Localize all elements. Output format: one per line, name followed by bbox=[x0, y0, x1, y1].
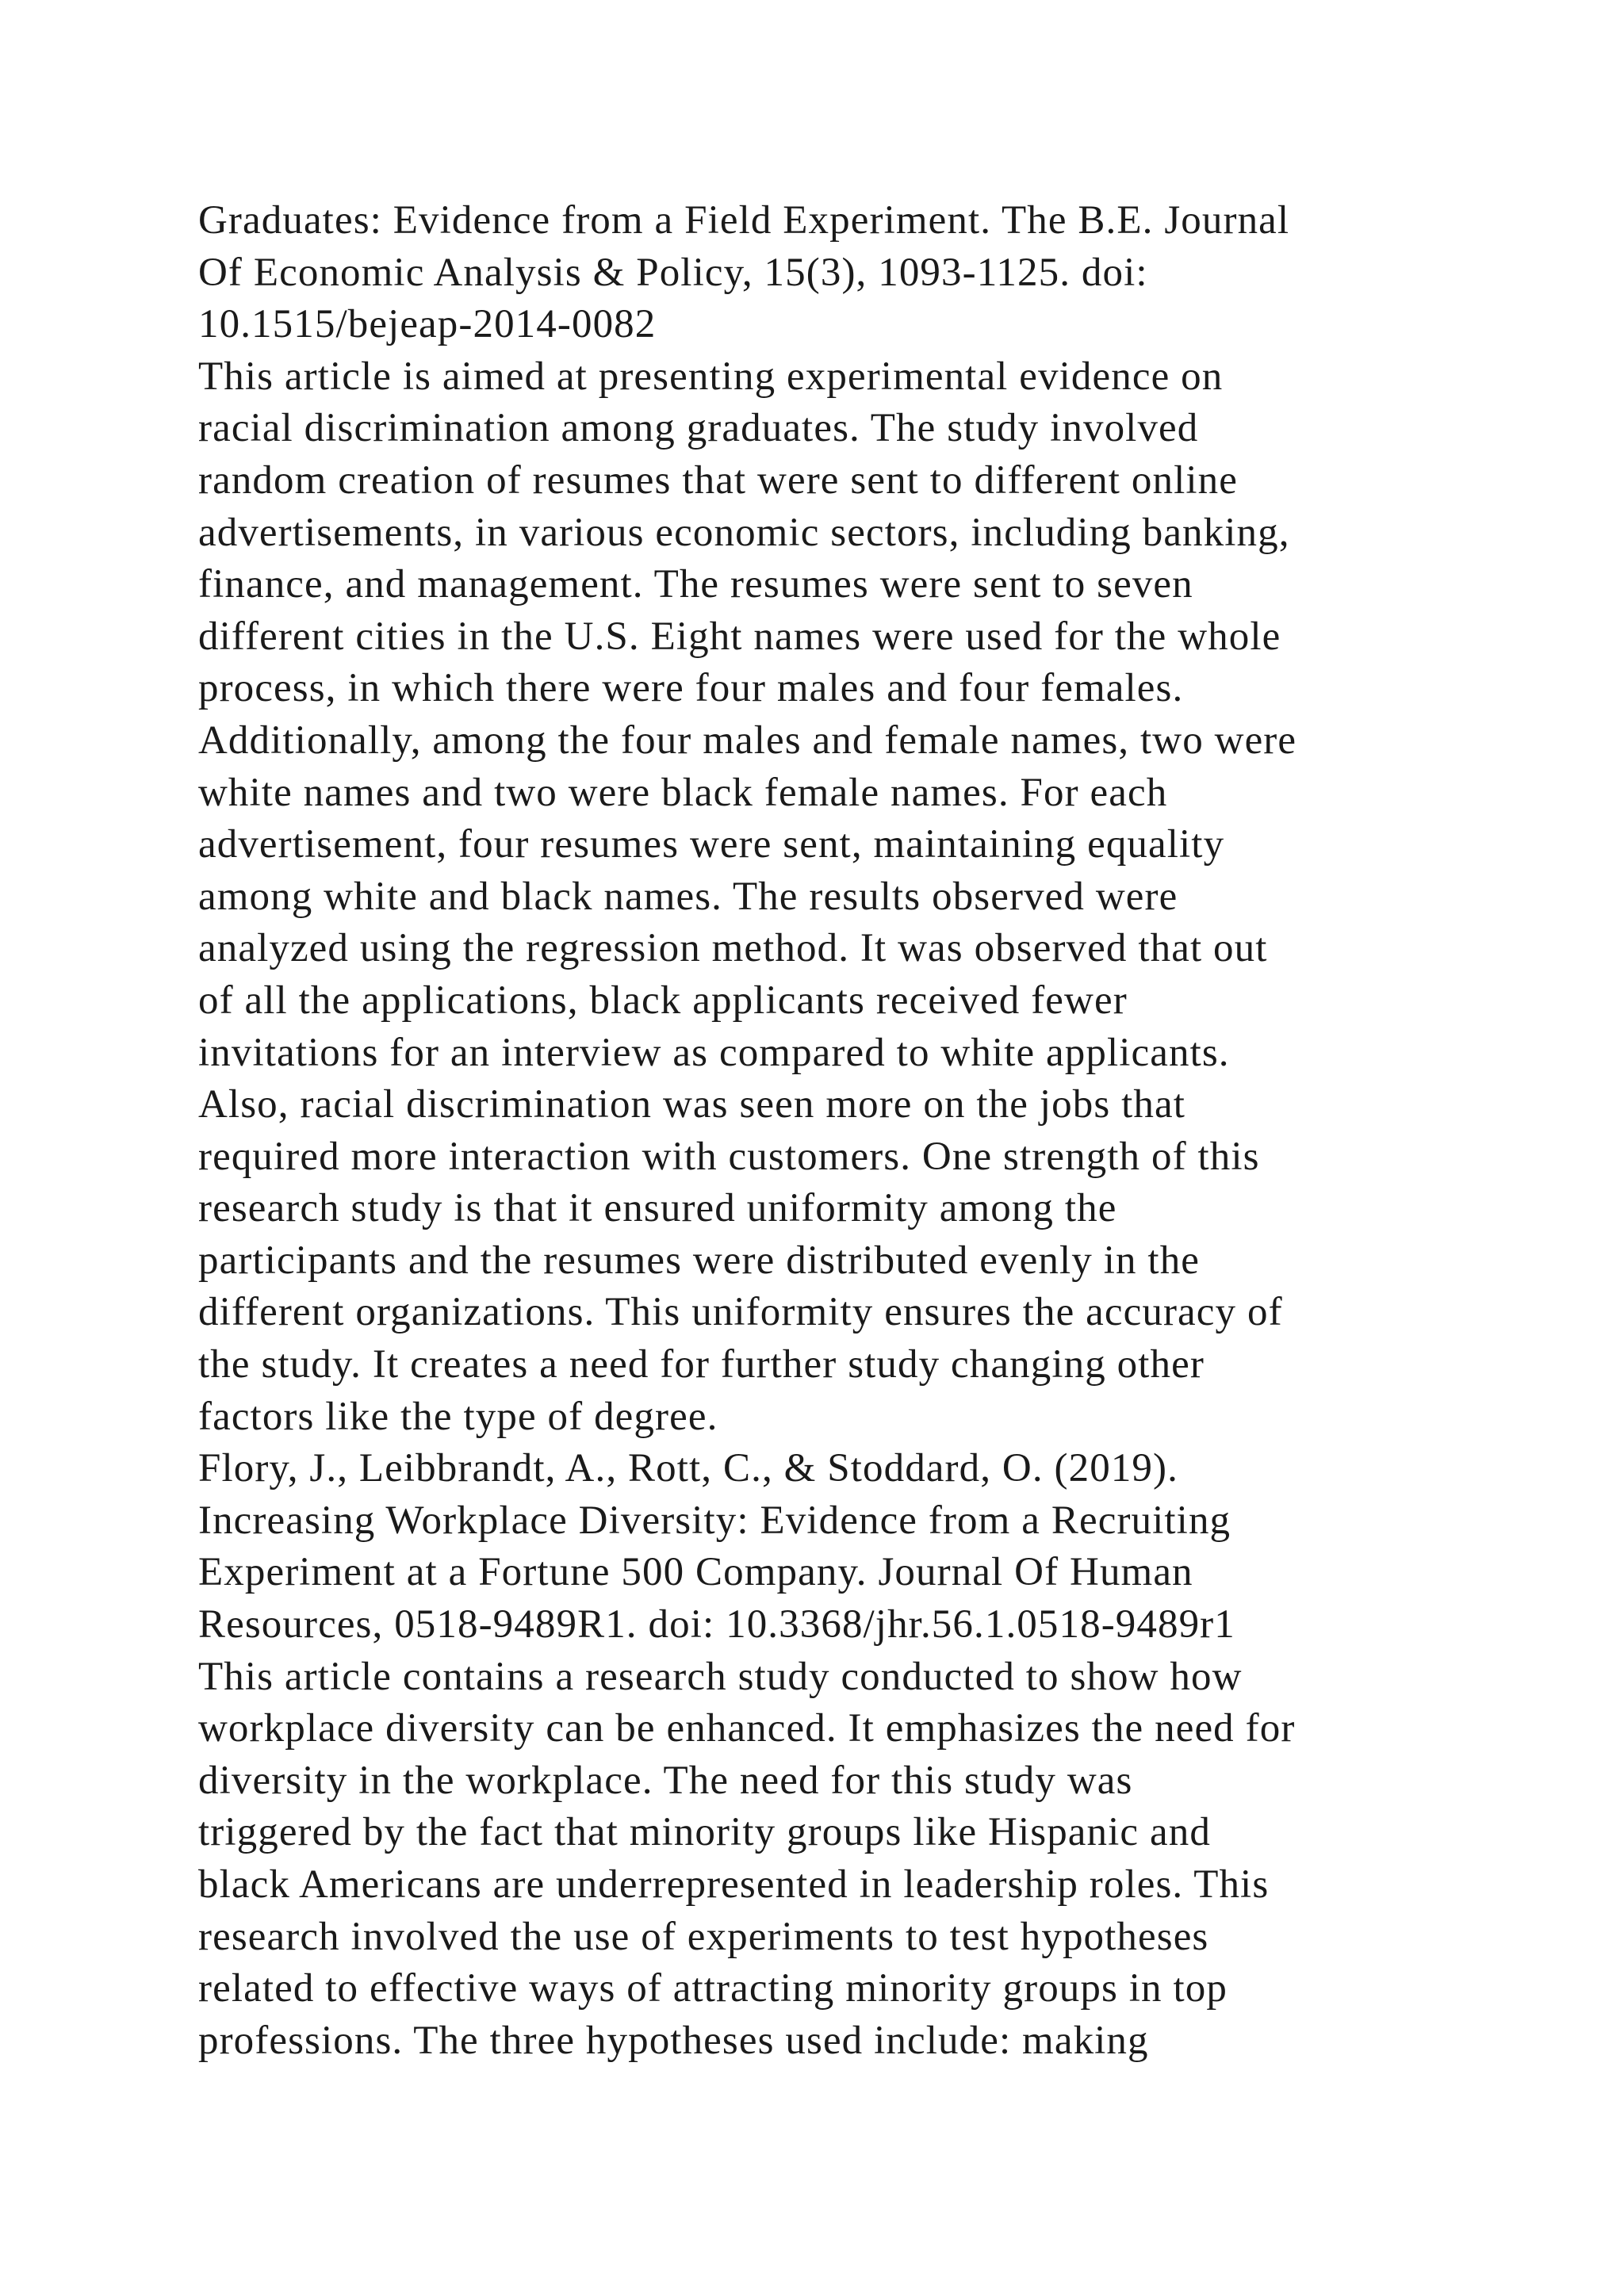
text-line: Experiment at a Fortune 500 Company. Journal Of Human bbox=[198, 1550, 1193, 1595]
text-line: advertisements, in various economic sectors, including banking, bbox=[198, 510, 1290, 555]
text-line: required more interaction with customers. One strength of this bbox=[198, 1134, 1260, 1179]
text-line: different organizations. This uniformity ensures the accuracy of bbox=[198, 1290, 1283, 1335]
text-line: Of Economic Analysis & Policy, 15(3), 1093-1125. doi: bbox=[198, 250, 1148, 295]
text-line: research study is that it ensured uniformity among the bbox=[198, 1186, 1117, 1231]
text-line: process, in which there were four males and four females. bbox=[198, 666, 1184, 711]
text-line: Graduates: Evidence from a Field Experiment. The B.E. Journal bbox=[198, 198, 1290, 243]
text-line: This article is aimed at presenting experimental evidence on bbox=[198, 354, 1224, 399]
text-line: factors like the type of degree. bbox=[198, 1394, 718, 1439]
text-line: 10.1515/bejeap-2014-0082 bbox=[198, 302, 657, 347]
text-line: advertisement, four resumes were sent, maintaining equality bbox=[198, 822, 1225, 867]
text-line: of all the applications, black applicants received fewer bbox=[198, 978, 1128, 1023]
text-line: different cities in the U.S. Eight names were used for the whole bbox=[198, 614, 1281, 659]
text-line: workplace diversity can be enhanced. It emphasizes the need for bbox=[198, 1706, 1296, 1751]
text-line: Flory, J., Leibbrandt, A., Rott, C., & Stoddard, O. (2019). bbox=[198, 1446, 1178, 1491]
text-line: participants and the resumes were distributed evenly in the bbox=[198, 1238, 1201, 1283]
text-line: Increasing Workplace Diversity: Evidence from a Recruiting bbox=[198, 1498, 1231, 1543]
text-line: racial discrimination among graduates. The study involved bbox=[198, 406, 1199, 451]
text-line: invitations for an interview as compared to white applicants. bbox=[198, 1030, 1230, 1075]
text-line: triggered by the fact that minority groups like Hispanic and bbox=[198, 1810, 1211, 1855]
body-text bbox=[198, 195, 1499, 2067]
text-line: black Americans are underrepresented in leadership roles. This bbox=[198, 1862, 1270, 1907]
text-line: Additionally, among the four males and female names, two were bbox=[198, 718, 1297, 763]
text-line: analyzed using the regression method. It was observed that out bbox=[198, 926, 1268, 971]
text-line: Also, racial discrimination was seen more on the jobs that bbox=[198, 1082, 1186, 1127]
text-line: This article contains a research study conducted to show how bbox=[198, 1654, 1243, 1699]
text-line: white names and two were black female names. For each bbox=[198, 770, 1168, 815]
text-line: among white and black names. The results observed were bbox=[198, 874, 1178, 919]
text-line: related to effective ways of attracting minority groups in top bbox=[198, 1966, 1228, 2011]
text-line: professions. The three hypotheses used include: making bbox=[198, 2018, 1149, 2063]
text-line: the study. It creates a need for further study changing other bbox=[198, 1342, 1205, 1387]
text-line: diversity in the workplace. The need for this study was bbox=[198, 1758, 1133, 1803]
text-line: Resources, 0518-9489R1. doi: 10.3368/jhr.56.1.0518-9489r1 bbox=[198, 1602, 1235, 1647]
text-line: research involved the use of experiments to test hypotheses bbox=[198, 1914, 1209, 1959]
text-line: finance, and management. The resumes were sent to seven bbox=[198, 562, 1193, 607]
text-line: random creation of resumes that were sent to different online bbox=[198, 457, 1238, 503]
